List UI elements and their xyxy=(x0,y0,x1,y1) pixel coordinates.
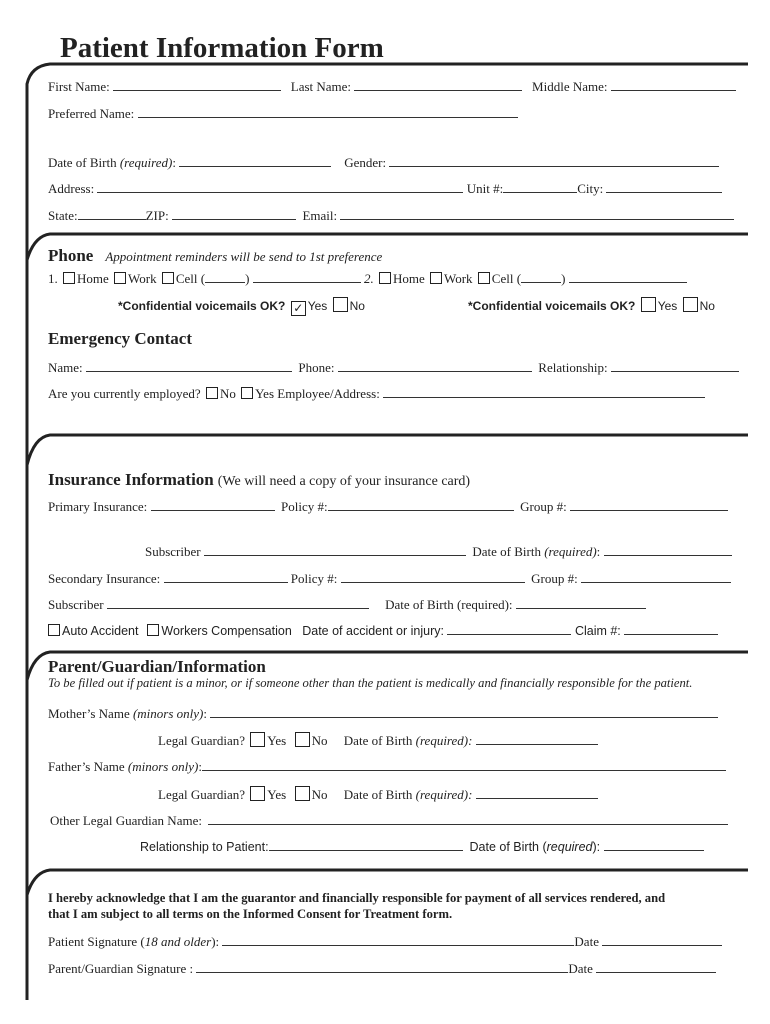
father-guardian-no-label: No xyxy=(311,787,328,802)
employee-address-label: Employee/Address: xyxy=(277,386,380,401)
secondary-policy-field[interactable] xyxy=(341,571,525,583)
phone-2-area-field[interactable] xyxy=(521,271,561,283)
accident-date-field[interactable] xyxy=(447,623,571,635)
mother-dob-label: Date of Birth xyxy=(343,733,413,748)
phone-2-paren-open: ( xyxy=(516,271,522,286)
employed-question: Are you currently employed? xyxy=(48,386,201,401)
secondary-insurance-row xyxy=(48,571,731,587)
mother-guardian-no-checkbox[interactable] xyxy=(295,732,310,747)
auto-accident-checkbox[interactable] xyxy=(48,624,60,636)
patient-date-field[interactable] xyxy=(602,934,722,946)
mother-colon: : xyxy=(203,706,208,721)
phone-2-paren-close: ) xyxy=(561,271,566,286)
parent-signature-field[interactable] xyxy=(196,961,568,973)
address-label: Address: xyxy=(48,181,95,196)
voicemail-2-label: *Confidential voicemails OK? xyxy=(468,299,636,313)
acknowledgement-line-1: I hereby acknowledge that I am the guarantor and financially responsible for payment of all services rendered, and xyxy=(48,891,666,905)
phone-2-work-label: Work xyxy=(443,271,473,286)
preferred-name-field[interactable] xyxy=(138,106,518,118)
voicemail-1-no-label: No xyxy=(349,299,365,313)
voicemail-1-yes-label: Yes xyxy=(307,299,328,313)
emergency-phone-field[interactable] xyxy=(338,360,532,372)
auto-accident-label: Auto Accident xyxy=(62,624,139,638)
mother-guardian-yes-label: Yes xyxy=(267,733,287,748)
mother-guardian-row xyxy=(158,732,598,749)
emergency-relationship-label: Relationship: xyxy=(538,360,608,375)
email-label: Email: xyxy=(302,208,338,223)
primary-group-field[interactable] xyxy=(570,499,728,511)
phone-heading: Phone xyxy=(48,246,94,265)
mother-guardian-yes-checkbox[interactable] xyxy=(250,732,265,747)
patient-date-label: Date xyxy=(574,934,599,949)
employed-no-checkbox[interactable] xyxy=(206,387,218,399)
phone-note: Appointment reminders will be send to 1st preference xyxy=(105,249,383,264)
father-name-field[interactable] xyxy=(202,759,726,771)
primary-subscriber-row xyxy=(145,544,732,560)
guardian-note: To be filled out if patient is a minor, or if someone other than the patient is medically and financially responsible for the patient. xyxy=(48,676,693,690)
phone-1-work-label: Work xyxy=(128,271,157,286)
preferred-name-label: Preferred Name: xyxy=(48,106,135,121)
emergency-name-label: Name: xyxy=(48,360,83,375)
phone-1-home-label: Home xyxy=(77,271,109,286)
parent-date-field[interactable] xyxy=(596,961,716,973)
relationship-dob-field[interactable] xyxy=(604,839,704,851)
father-row xyxy=(48,759,726,775)
dob-label: Date of Birth xyxy=(48,155,117,170)
primary-insurance-row xyxy=(48,499,728,515)
phone-2-work-checkbox[interactable] xyxy=(430,272,442,284)
middle-name-label: Middle Name: xyxy=(532,79,608,94)
phone-1-work-checkbox[interactable] xyxy=(114,272,126,284)
emergency-name-field[interactable] xyxy=(86,360,292,372)
father-minors-only: (minors only) xyxy=(127,759,199,774)
address-field[interactable] xyxy=(97,181,463,193)
phone-row xyxy=(48,271,687,287)
phone-2-home-checkbox[interactable] xyxy=(379,272,391,284)
voicemail-2-yes-label: Yes xyxy=(657,299,678,313)
father-guardian-yes-checkbox[interactable] xyxy=(250,786,265,801)
workers-comp-checkbox[interactable] xyxy=(147,624,159,636)
father-dob-field[interactable] xyxy=(476,787,598,799)
claim-field[interactable] xyxy=(624,623,718,635)
secondary-policy-label: Policy #: xyxy=(290,571,338,586)
employed-yes-label: Yes xyxy=(255,386,275,401)
address-row xyxy=(48,181,722,197)
primary-policy-label: Policy #: xyxy=(281,499,328,514)
father-legal-guardian-label: Legal Guardian? xyxy=(158,787,245,802)
phone-1-field[interactable] xyxy=(253,271,361,283)
patient-signature-label: Patient Signature ( xyxy=(48,934,145,949)
secondary-subscriber-row xyxy=(48,597,646,613)
phone-1-number: 1. xyxy=(48,271,58,286)
patient-signature-age: 18 and older xyxy=(144,934,212,949)
last-name-field[interactable] xyxy=(354,79,522,91)
primary-subscriber-field[interactable] xyxy=(204,544,466,556)
secondary-subscriber-dob-field[interactable] xyxy=(516,597,646,609)
voicemail-1-no-checkbox[interactable] xyxy=(333,297,348,312)
father-guardian-row xyxy=(158,786,598,803)
voicemail-2-yes-checkbox[interactable] xyxy=(641,297,656,312)
mother-dob-field[interactable] xyxy=(476,733,598,745)
other-guardian-label: Other Legal Guardian Name: xyxy=(50,813,202,828)
phone-1-area-field[interactable] xyxy=(205,271,245,283)
claim-label: Claim #: xyxy=(574,624,621,638)
relationship-field[interactable] xyxy=(269,839,463,851)
relationship-row xyxy=(140,839,704,854)
father-guardian-yes-label: Yes xyxy=(267,787,287,802)
emergency-row xyxy=(48,360,739,376)
primary-policy-field[interactable] xyxy=(328,499,514,511)
workers-comp-label: Workers Compensation xyxy=(161,624,292,638)
insurance-heading: Insurance Information xyxy=(48,470,214,489)
first-name-label: First Name: xyxy=(48,79,110,94)
zip-label: ZIP: xyxy=(145,208,169,223)
voicemail-2-no-label: No xyxy=(699,299,715,313)
gender-label: Gender: xyxy=(344,155,387,170)
phone-2-home-label: Home xyxy=(392,271,425,286)
parent-date-label: Date xyxy=(568,961,593,976)
phone-2-field[interactable] xyxy=(569,271,687,283)
voicemail-2-row xyxy=(468,297,715,313)
voicemail-1-label: *Confidential voicemails OK? xyxy=(118,299,286,313)
primary-subscriber-dob-label: Date of Birth xyxy=(472,544,541,559)
phone-2-cell-checkbox[interactable] xyxy=(478,272,490,284)
mother-name-label: Mother’s Name xyxy=(48,706,130,721)
secondary-subscriber-label: Subscriber xyxy=(48,597,104,612)
voicemail-1-row xyxy=(118,297,365,316)
primary-group-label: Group #: xyxy=(520,499,567,514)
phone-1-paren-close: ) xyxy=(245,271,250,286)
state-row xyxy=(48,208,734,224)
employment-row xyxy=(48,386,705,402)
middle-name-field[interactable] xyxy=(611,79,736,91)
patient-signature-field[interactable] xyxy=(222,934,574,946)
last-name-label: Last Name: xyxy=(290,79,352,94)
secondary-subscriber-field[interactable] xyxy=(107,597,369,609)
voicemail-2-no-checkbox[interactable] xyxy=(683,297,698,312)
page-title: Patient Information Form xyxy=(60,32,384,64)
father-colon: : xyxy=(198,759,202,774)
primary-subscriber-dob-required: (required) xyxy=(544,544,597,559)
secondary-subscriber-dob-label: Date of Birth (required): xyxy=(385,597,513,612)
emergency-heading: Emergency Contact xyxy=(48,329,192,348)
mother-legal-guardian-label: Legal Guardian? xyxy=(158,733,245,748)
phone-2-cell-label: Cell xyxy=(491,271,514,286)
insurance-note: (We will need a copy of your insurance card) xyxy=(217,474,471,489)
phone-heading-row xyxy=(48,246,382,266)
primary-subscriber-dob-field[interactable] xyxy=(604,544,732,556)
parent-signature-row xyxy=(48,961,716,977)
name-row xyxy=(48,79,736,95)
father-dob-required: (required): xyxy=(415,787,473,802)
phone-1-home-checkbox[interactable] xyxy=(63,272,75,284)
voicemail-1-yes-checkbox[interactable]: ✓ xyxy=(291,301,306,316)
first-name-field[interactable] xyxy=(113,79,281,91)
dob-field[interactable] xyxy=(179,155,331,167)
other-guardian-row xyxy=(50,813,728,829)
secondary-insurance-field[interactable] xyxy=(164,571,288,583)
dob-row: Date of Birth (required): Gender: xyxy=(48,155,719,171)
city-field[interactable] xyxy=(606,181,722,193)
secondary-insurance-label: Secondary Insurance: xyxy=(48,571,161,586)
father-guardian-no-checkbox[interactable] xyxy=(295,786,310,801)
father-dob-label: Date of Birth xyxy=(343,787,413,802)
relationship-dob-required: required xyxy=(546,840,593,854)
city-label: City: xyxy=(577,181,604,196)
emergency-relationship-field[interactable] xyxy=(611,360,739,372)
state-field[interactable] xyxy=(78,208,146,220)
zip-field[interactable] xyxy=(172,208,296,220)
acknowledgement-line-2: that I am subject to all terms on the Informed Consent for Treatment form. xyxy=(48,907,453,921)
primary-insurance-label: Primary Insurance: xyxy=(48,499,148,514)
father-name-label: Father’s Name xyxy=(48,759,125,774)
unit-field[interactable] xyxy=(503,181,577,193)
patient-signature-row xyxy=(48,934,722,950)
phone-1-paren-open: ( xyxy=(200,271,206,286)
mother-dob-required: (required): xyxy=(415,733,473,748)
primary-insurance-field[interactable] xyxy=(151,499,275,511)
preferred-row xyxy=(48,106,518,122)
mother-guardian-no-label: No xyxy=(311,733,328,748)
phone-1-cell-checkbox[interactable] xyxy=(162,272,174,284)
mother-name-field[interactable] xyxy=(210,706,718,718)
gender-field[interactable] xyxy=(389,155,719,167)
relationship-label: Relationship to Patient: xyxy=(140,840,269,854)
accident-date-label: Date of accident or injury: xyxy=(302,624,444,638)
parent-signature-label: Parent/Guardian Signature : xyxy=(48,961,194,976)
other-guardian-field[interactable] xyxy=(208,813,728,825)
emergency-phone-label: Phone: xyxy=(298,360,335,375)
email-field[interactable] xyxy=(340,208,734,220)
relationship-dob-end: ): xyxy=(592,840,601,854)
mother-row xyxy=(48,706,718,722)
mother-minors-only: (minors only) xyxy=(132,706,204,721)
secondary-group-field[interactable] xyxy=(581,571,731,583)
primary-subscriber-dob-colon: : xyxy=(596,544,601,559)
employed-no-label: No xyxy=(219,386,236,401)
state-label: State: xyxy=(48,208,78,223)
dob-required: (required) xyxy=(119,155,173,170)
guardian-heading: Parent/Guardian/Information xyxy=(48,657,266,676)
insurance-heading-row xyxy=(48,470,470,490)
phone-1-cell-label: Cell xyxy=(175,271,198,286)
secondary-group-label: Group #: xyxy=(531,571,578,586)
primary-subscriber-label: Subscriber xyxy=(145,544,201,559)
patient-signature-end: ): xyxy=(211,934,220,949)
accident-row xyxy=(48,623,718,638)
employee-address-field[interactable] xyxy=(383,386,705,398)
relationship-dob-label: Date of Birth ( xyxy=(469,840,547,854)
phone-2-number: 2. xyxy=(363,271,374,286)
employed-yes-checkbox[interactable] xyxy=(241,387,253,399)
unit-label: Unit #: xyxy=(466,181,504,196)
